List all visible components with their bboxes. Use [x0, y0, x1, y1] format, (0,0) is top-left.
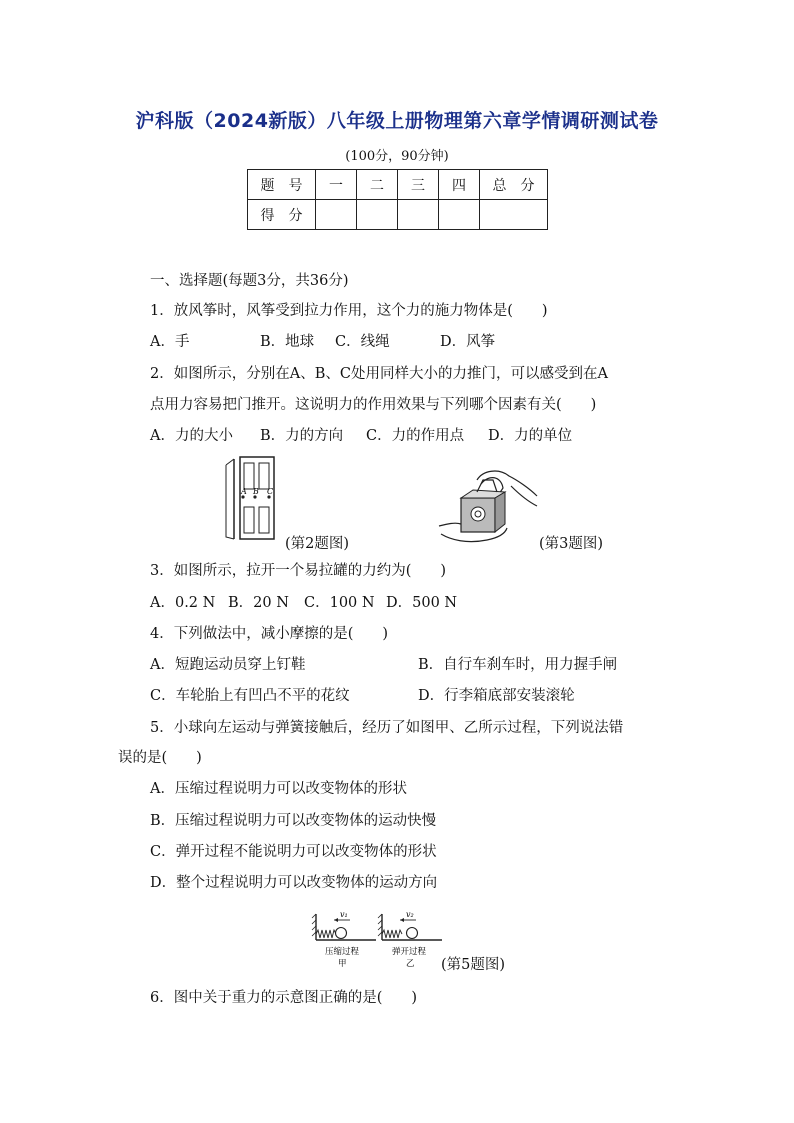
score-table-score-row: [248, 200, 548, 230]
compression-label: 压缩过程: [325, 947, 360, 957]
question-1-stem: 1．放风筝时，风筝受到拉力作用，这个力的施力物体是( ): [150, 303, 548, 319]
q1-option-a: A．手: [150, 334, 190, 350]
q3-option-d: D．500 N: [386, 595, 458, 611]
score-table: [247, 169, 548, 230]
page-title: 沪科版（2024新版）八年级上册物理第六章学情调研测试卷: [135, 110, 659, 132]
q1-option-c: C．线绳: [335, 334, 390, 350]
score-cell: 总 分: [480, 170, 548, 200]
question-2-stem-cont: 点用力容易把门推开。这说明力的作用效果与下列哪个因素有关( ): [150, 397, 597, 413]
score-blank-cell: [398, 200, 439, 230]
question-3-stem: 3．如图所示，拉开一个易拉罐的力约为( ): [150, 563, 447, 579]
q3-option-c: C．100 N: [304, 595, 375, 611]
q2-option-c: C．力的作用点: [366, 428, 465, 444]
score-cell: 题 号: [248, 170, 316, 200]
score-cell: 三: [398, 170, 439, 200]
door-label-c: C: [267, 487, 274, 496]
score-blank-cell: [439, 200, 480, 230]
figure-3-caption: (第3题图): [539, 536, 604, 552]
q2-option-d: D．力的单位: [488, 428, 573, 444]
q4-option-c: C．车轮胎上有凹凸不平的花纹: [150, 688, 350, 704]
expansion-sub-label: 乙: [406, 959, 415, 969]
q1-option-d: D．风筝: [440, 334, 496, 350]
figure-5-caption: (第5题图): [441, 957, 506, 973]
question-5-stem: 5．小球向左运动与弹簧接触后，经历了如图甲、乙所示过程，下列说法错: [150, 720, 624, 736]
score-blank-cell: [357, 200, 398, 230]
score-cell: 二: [357, 170, 398, 200]
q5-option-b: B．压缩过程说明力可以改变物体的运动快慢: [150, 813, 437, 829]
figure-2-caption: (第2题图): [285, 536, 350, 552]
q4-option-a: A．短跑运动员穿上钉鞋: [150, 657, 306, 673]
door-figure: [222, 455, 282, 543]
exam-meta: (100分，90分钟): [345, 149, 449, 164]
question-6-stem: 6．图中关于重力的示意图正确的是( ): [150, 990, 418, 1006]
score-cell: 得 分: [248, 200, 316, 230]
velocity-label-left: v₁: [340, 910, 348, 919]
expansion-label: 弹开过程: [392, 947, 427, 957]
question-2-stem: 2．如图所示，分别在A、B、C处用同样大小的力推门，可以感受到在A: [150, 366, 608, 382]
q2-option-a: A．力的大小: [150, 428, 233, 444]
door-label-a: A: [241, 487, 247, 496]
section-heading: 一、选择题(每题3分，共36分): [150, 273, 349, 289]
q1-option-b: B．地球: [260, 334, 315, 350]
q5-option-a: A．压缩过程说明力可以改变物体的形状: [150, 781, 407, 797]
compression-sub-label: 甲: [338, 959, 347, 969]
spring-ball-figure: [310, 908, 445, 970]
question-4-stem: 4．下列做法中，减小摩擦的是( ): [150, 626, 389, 642]
score-cell: 四: [439, 170, 480, 200]
q5-option-d: D．整个过程说明力可以改变物体的运动方向: [150, 875, 438, 891]
score-cell: 一: [316, 170, 357, 200]
question-5-stem-cont: 误的是( ): [118, 750, 202, 766]
q2-option-b: B．力的方向: [260, 428, 344, 444]
score-table-header-row: [248, 170, 548, 200]
score-blank-cell: [480, 200, 548, 230]
score-blank-cell: [316, 200, 357, 230]
hand-opening-can-figure: [437, 466, 539, 548]
q4-option-b: B．自行车刹车时，用力握手闸: [418, 657, 618, 673]
q5-option-c: C．弹开过程不能说明力可以改变物体的形状: [150, 844, 437, 860]
velocity-label-right: v₂: [406, 910, 414, 919]
q4-option-d: D．行李箱底部安装滚轮: [418, 688, 575, 704]
q3-option-a: A．0.2 N: [150, 595, 216, 611]
q3-option-b: B．20 N: [228, 595, 289, 611]
door-label-b: B: [253, 487, 259, 496]
